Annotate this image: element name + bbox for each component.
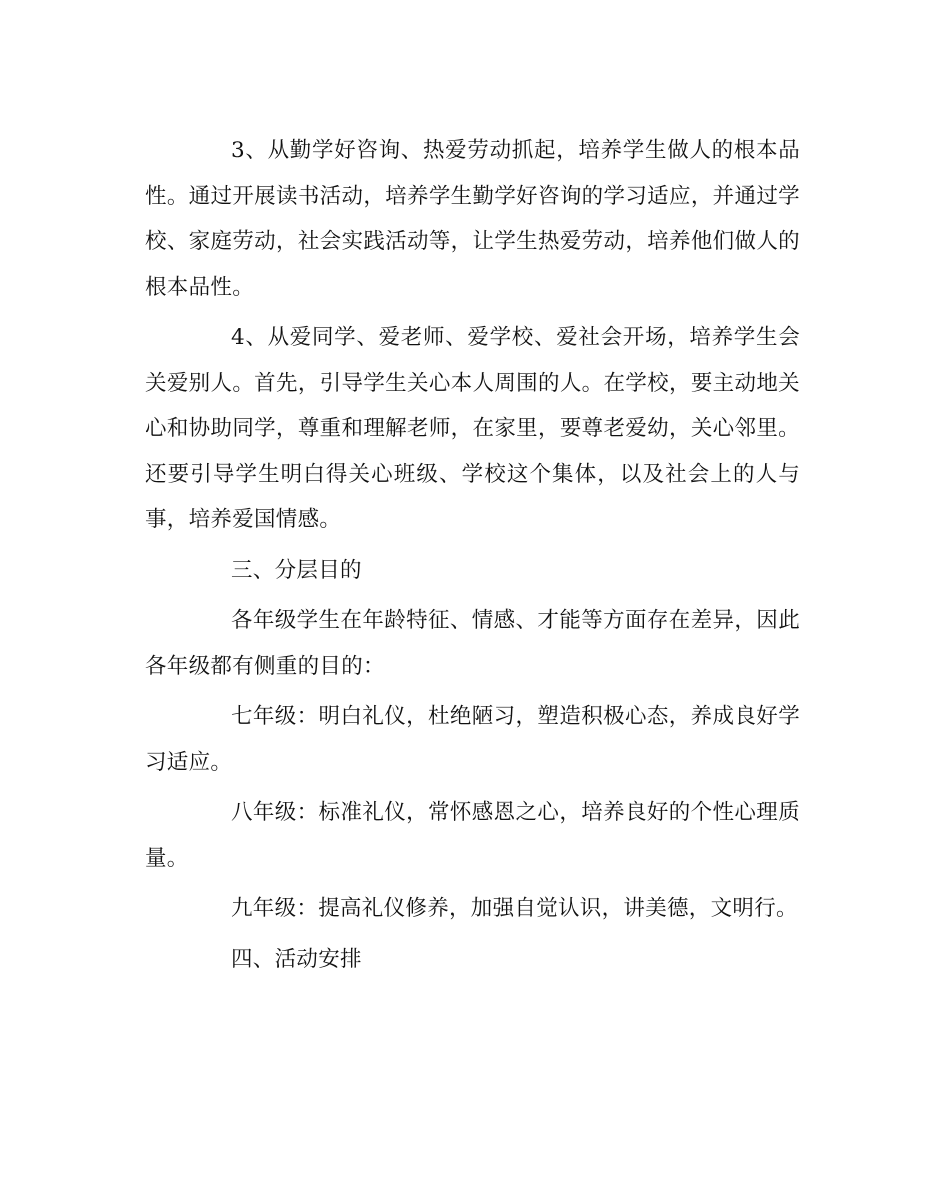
section-heading-layered-goals: 三、分层目的 — [231, 557, 362, 583]
paragraph-grade-differences: 各年级学生在年龄特征、情感、才能等方面存在差异，因此各年级都有侧重的目的： — [145, 608, 800, 679]
document-page — [145, 128, 800, 987]
paragraph-grade-8: 八年级：标准礼仪，常怀感恩之心，培养良好的个性心理质量。 — [145, 800, 800, 871]
paragraph-item-4: 4、从爱同学、爱老师、爱学校、爱社会开场，培养学生会关爱别人。首先，引导学生关心本人周围的人。在学校，要主动地关心和协助同学，尊重和理解老师，在家里，要尊老爱幼，关心邻里。还要引导学生明白得关心班级、学校这个集体，以及社会上的人与事，培养爱国情感。 — [145, 325, 800, 532]
paragraph-grade-7: 七年级：明白礼仪，杜绝陋习，塑造积极心态，养成良好学习适应。 — [145, 704, 800, 775]
paragraph-grade-9: 九年级：提高礼仪修养，加强自觉认识，讲美德，文明行。 — [231, 896, 798, 921]
paragraph-item-3: 3、从勤学好咨询、热爱劳动抓起，培养学生做人的根本品性。通过开展读书活动，培养学生勤学好咨询的学习适应，并通过学校、家庭劳动，社会实践活动等，让学生热爱劳动，培养他们做人的根本品性。 — [145, 138, 800, 300]
section-heading-activity-plan: 四、活动安排 — [231, 946, 362, 972]
